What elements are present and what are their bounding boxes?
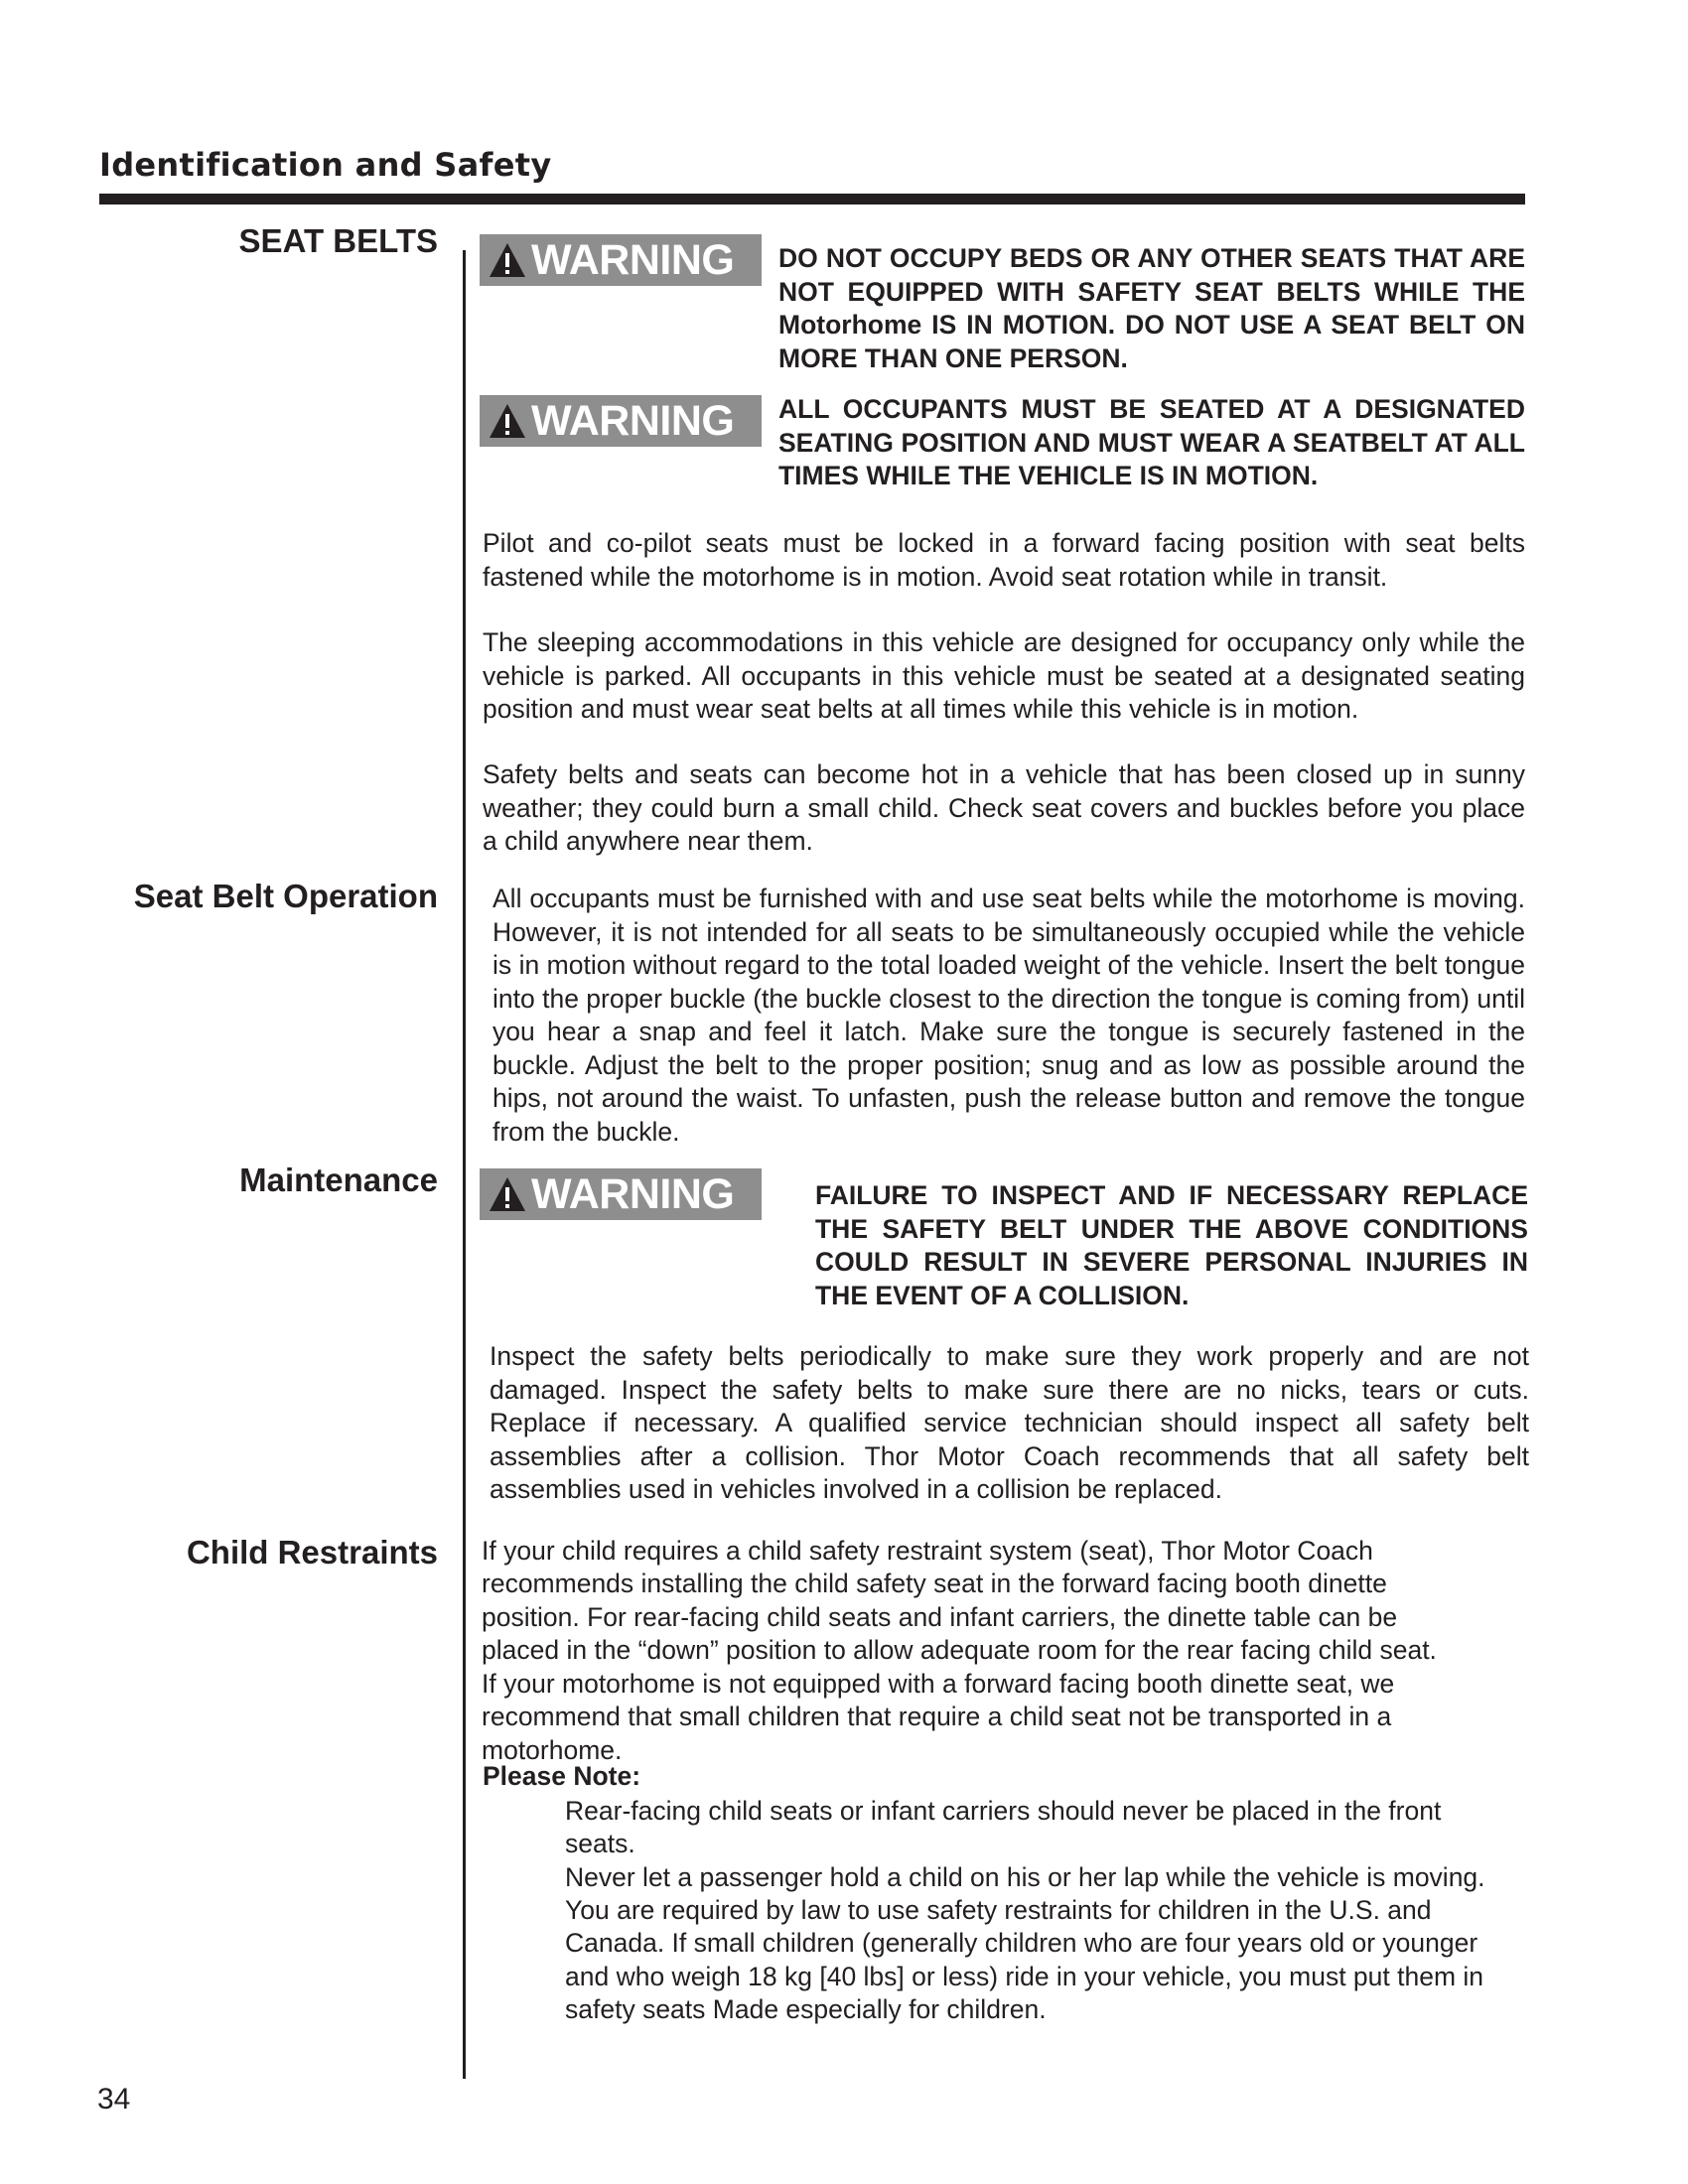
note-item: Rear-facing child seats or infant carriers should never be placed in the front seats.: [565, 1796, 1442, 1859]
warning-triangle-icon: [488, 401, 527, 441]
note-item: Never let a passenger hold a child on his or her lap while the vehicle is moving.: [565, 1862, 1485, 1892]
section-heading-seat-belt-operation: Seat Belt Operation: [133, 878, 438, 914]
paragraph-sleeping: The sleeping accommodations in this vehicle are designed for occupancy only while the vehicle is parked. All occupants in this vehicle must be seated at a designated seating position and must wear seat belts at all times while this vehicle is in motion.: [483, 627, 1525, 724]
child-restraints-line: position. For rear-facing child seats and infant carriers, the dinette table can be: [482, 1602, 1398, 1632]
please-note-label: Please Note:: [483, 1761, 641, 1791]
child-restraints-line: If your child requires a child safety restraint system (seat), Thor Motor Coach: [482, 1536, 1373, 1566]
section-heading-maintenance: Maintenance: [239, 1161, 438, 1198]
warning-badge: [480, 1168, 762, 1220]
header-rule: [99, 194, 1525, 205]
column-divider: [463, 250, 466, 2079]
child-restraints-line: motorhome.: [482, 1735, 623, 1765]
section-heading-child-restraints: Child Restraints: [186, 1534, 438, 1570]
child-restraints-line: recommend that small children that require a child seat not be transported in a: [482, 1702, 1392, 1731]
warning-text: DO NOT OCCUPY BEDS OR ANY OTHER SEATS THAT ARE NOT EQUIPPED WITH SAFETY SEAT BELTS WHILE THE Motorhome IS IN MOTION. DO NOT USE A SEAT BELT ON MORE THAN ONE PERSON.: [778, 243, 1525, 373]
child-restraints-line: recommends installing the child safety seat in the forward facing booth dinette: [482, 1569, 1387, 1598]
warning-badge: [480, 234, 762, 286]
warning-text: ALL OCCUPANTS MUST BE SEATED AT A DESIGNATED SEATING POSITION AND MUST WEAR A SEATBELT AT ALL TIMES WHILE THE VEHICLE IS IN MOTION.: [778, 394, 1525, 490]
paragraph-maintenance: Inspect the safety belts periodically to make sure they work properly and are not damaged. Inspect the safety belts to make sure there are no nicks, tears or cuts. Replace if necessary. A qualified service technician should inspect all safety belt assemblies after a collision. Thor Motor Coach recommends that all safety belt assemblies used in vehicles involved in a collision be replaced.: [490, 1341, 1529, 1504]
page-title: Identification and Safety: [99, 146, 552, 184]
warning-badge: [480, 395, 762, 447]
note-item: You are required by law to use safety restraints for children in the U.S. and Canada. If small children (generally children who are four years old or younger and who weigh 18 kg [40 lbs] or less) ride in your vehicle, you must put them in safety seats Made especially for children.: [565, 1895, 1484, 2025]
section-heading-seat-belts: SEAT BELTS: [238, 222, 438, 259]
warning-triangle-icon: [488, 1174, 527, 1214]
paragraph-hot-belts: Safety belts and seats can become hot in a vehicle that has been closed up in sunny weather; they could burn a small child. Check seat covers and buckles before you place a child anywhere near them.: [483, 759, 1525, 856]
child-restraints-line: placed in the “down” position to allow adequate room for the rear facing child seat.: [482, 1635, 1437, 1665]
warning-label: WARNING: [531, 396, 735, 445]
warning-label: WARNING: [531, 1169, 735, 1218]
paragraph-operation: All occupants must be furnished with and use seat belts while the motorhome is moving. However, it is not intended for all seats to be simultaneously occupied while the vehicle is in motion without regard to the total loaded weight of the vehicle. Insert the belt tongue into the proper buckle (the buckle closest to the direction the tongue is coming from) until you hear a snap and feel it latch. Make sure the tongue is securely fastened in the buckle. Adjust the belt to the proper position; snug and as low as possible around the hips, not around the waist. To unfasten, push the release button and remove the tongue from the buckle.: [492, 884, 1525, 1147]
warning-text: FAILURE TO INSPECT AND IF NECESSARY REPLACE THE SAFETY BELT UNDER THE ABOVE CONDITIONS COULD RESULT IN SEVERE PERSONAL INJURIES IN THE EVENT OF A COLLISION.: [815, 1180, 1528, 1310]
child-restraints-line: If your motorhome is not equipped with a forward facing booth dinette seat, we: [482, 1669, 1395, 1699]
page-number: 34: [97, 2083, 131, 2116]
paragraph-pilot-seats: Pilot and co-pilot seats must be locked in a forward facing position with seat belts fastened while the motorhome is in motion. Avoid seat rotation while in transit.: [483, 528, 1525, 592]
warning-triangle-icon: [488, 240, 527, 280]
warning-label: WARNING: [531, 235, 735, 284]
